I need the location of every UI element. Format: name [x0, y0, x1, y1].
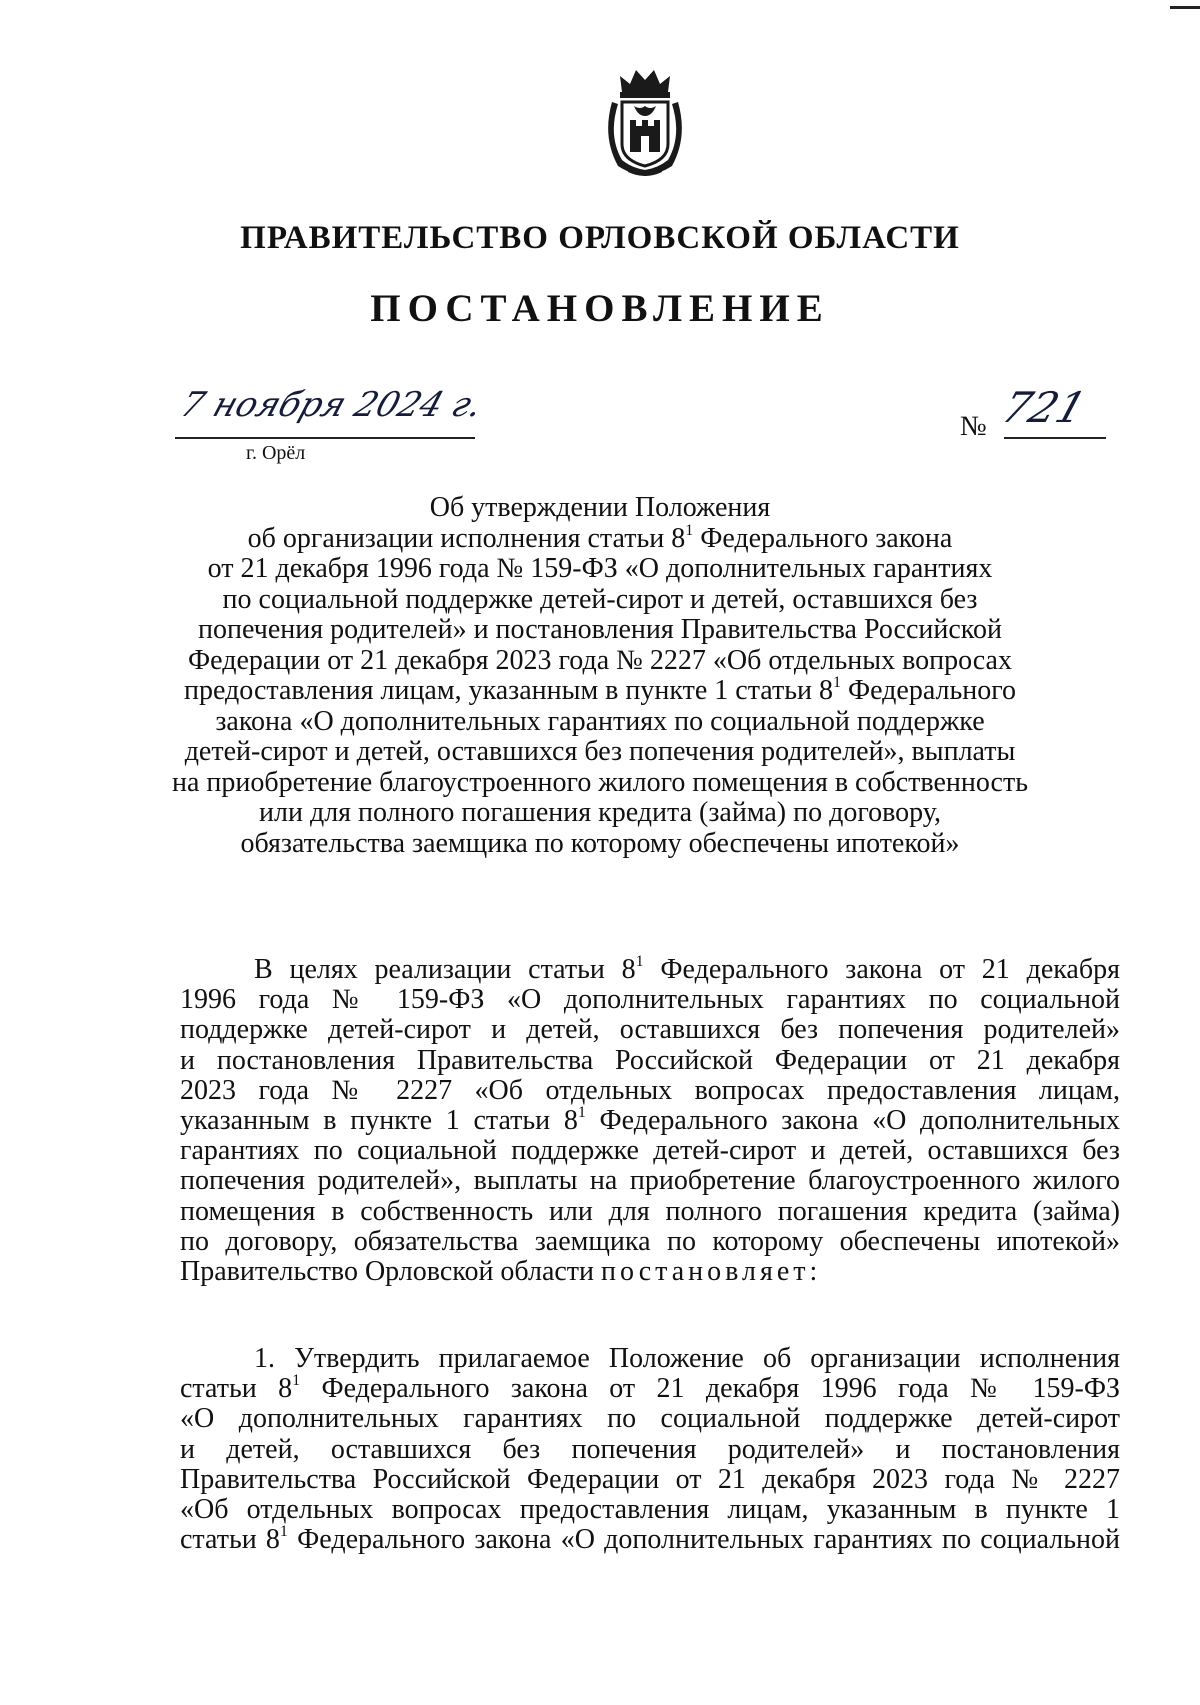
- resolves-word: постановляет:: [601, 1256, 822, 1288]
- number-underline: [1004, 437, 1106, 439]
- text-line: [180, 1404, 1120, 1434]
- handwritten-number: 721: [996, 383, 1093, 432]
- text-line: [180, 1495, 1120, 1525]
- text-line: [180, 1344, 1120, 1374]
- text-segment: помещения в собственность или для полного погашения кредита (займа): [180, 1195, 1120, 1227]
- text-line: [180, 1227, 1120, 1257]
- text-segment: Федерального закона от 21 декабря: [643, 954, 1120, 985]
- superscript: 1: [577, 1104, 586, 1122]
- text-line: [180, 1106, 1120, 1136]
- text-line: [150, 521, 1050, 555]
- text-segment: Федерального закона от 21 декабря 1996 года № 159-ФЗ: [300, 1373, 1120, 1405]
- text-segment: гарантиях по социальной поддержке детей-сирот и детей, оставшихся без: [180, 1135, 1120, 1167]
- number-sign: №: [960, 411, 987, 442]
- text-line: [150, 646, 1050, 677]
- text-segment: Правительство Орловской области: [180, 1256, 602, 1288]
- text-line: [180, 1136, 1120, 1166]
- text-segment: Федерального закона «О дополнительных: [585, 1105, 1120, 1137]
- text-segment: и детей, оставшихся без попечения родителей» и постановления: [180, 1433, 1120, 1465]
- text-segment: Федерального закона «О дополнительных гарантиях по социальной: [287, 1524, 1120, 1556]
- text-segment: детей-сирот и детей, оставшихся без попечения родителей», выплаты: [184, 736, 1016, 767]
- text-segment: или для полного погашения кредита (займа) по договору,: [259, 797, 941, 828]
- superscript: 1: [685, 521, 694, 539]
- text-line: [180, 1197, 1120, 1227]
- text-line: [150, 493, 1050, 524]
- government-name: ПРАВИТЕЛЬСТВО ОРЛОВСКОЙ ОБЛАСТИ: [240, 220, 960, 256]
- text-segment: «О дополнительных гарантиях по социальной поддержке детей-сирот: [180, 1403, 1120, 1435]
- coat-of-arms-icon: [600, 62, 690, 180]
- superscript: 1: [635, 953, 644, 970]
- text-segment: обязательства заемщика по которому обеспечены ипотекой»: [240, 827, 960, 859]
- handwritten-date: 7 ноября 2024 г.: [175, 385, 488, 425]
- text-segment: Об утверждении Положения: [429, 492, 771, 523]
- preamble-paragraph: [180, 955, 1120, 1287]
- text-segment: Федерации от 21 декабря 2023 года № 2227 «Об отдельных вопросах: [188, 644, 1012, 676]
- text-line: [180, 1257, 1120, 1287]
- text-line: [180, 1374, 1120, 1404]
- text-segment: предоставления лицам, указанным в пункте 1 статьи 8: [183, 675, 833, 706]
- text-segment: 1996 года № 159-ФЗ «О дополнительных гарантиях по социальной: [180, 984, 1120, 1016]
- text-segment: попечения родителей» и постановления Правительства Российской: [198, 614, 1002, 645]
- text-segment: по социальной поддержке детей-сирот и детей, оставшихся без: [222, 583, 978, 615]
- text-segment: на приобретение благоустроенного жилого помещения в собственность: [172, 766, 1028, 798]
- text-segment: закона «О дополнительных гарантиях по социальной поддержке: [215, 705, 985, 737]
- text-line: [180, 1525, 1120, 1555]
- text-line: [150, 829, 1050, 860]
- page-corner-mark: [1170, 6, 1200, 9]
- text-line: [150, 768, 1050, 799]
- text-segment: от 21 декабря 1996 года № 159-ФЗ «О дополнительных гарантиях: [207, 553, 993, 584]
- text-segment: Федерального: [840, 675, 1017, 706]
- text-segment: указанным в пункте 1 статьи 8: [180, 1105, 578, 1137]
- text-segment: Федерального закона: [693, 522, 953, 554]
- superscript: 1: [292, 1372, 301, 1390]
- document-type: ПОСТАНОВЛЕНИЕ: [370, 287, 830, 330]
- text-segment: Правительства Российской Федерации от 21 декабря 2023 года № 2227: [180, 1463, 1120, 1495]
- text-line: [150, 554, 1050, 585]
- city: г. Орёл: [246, 442, 306, 464]
- text-segment: статьи 8: [180, 1524, 280, 1556]
- text-line: [150, 798, 1050, 829]
- text-line: [180, 985, 1120, 1015]
- superscript: 1: [279, 1523, 288, 1541]
- date-underline: [175, 437, 475, 439]
- text-line: [180, 1046, 1120, 1076]
- text-line: [180, 1166, 1120, 1196]
- text-line: [150, 707, 1050, 738]
- text-line: [180, 1076, 1120, 1106]
- text-segment: об организации исполнения статьи 8: [247, 522, 686, 554]
- text-segment: по договору, обязательства заемщика по которому обеспечены ипотекой»: [180, 1225, 1120, 1257]
- text-line: [180, 1465, 1120, 1495]
- text-segment: поддержке детей-сирот и детей, оставшихся без попечения родителей»: [180, 1014, 1120, 1046]
- item-1-paragraph: [180, 1344, 1120, 1555]
- document-title: [150, 493, 1050, 859]
- text-line: [150, 737, 1050, 768]
- text-segment: «Об отдельных вопросах предоставления лицам, указанным в пункте 1: [180, 1494, 1120, 1526]
- text-segment: В целях реализации статьи 8: [254, 954, 636, 985]
- text-segment: 2023 года № 2227 «Об отдельных вопросах предоставления лицам,: [180, 1074, 1120, 1106]
- text-line: [150, 585, 1050, 616]
- text-line: [150, 615, 1050, 646]
- text-segment: и постановления Правительства Российской Федерации от 21 декабря: [180, 1044, 1120, 1076]
- text-line: [150, 676, 1050, 707]
- superscript: 1: [832, 674, 841, 691]
- text-line: [180, 1015, 1120, 1045]
- text-line: [180, 955, 1120, 985]
- text-line: [180, 1435, 1120, 1465]
- text-segment: статьи 8: [180, 1373, 293, 1405]
- text-segment: попечения родителей», выплаты на приобретение благоустроенного жилого: [180, 1165, 1120, 1197]
- text-segment: 1. Утвердить прилагаемое Положение об организации исполнения: [254, 1343, 1120, 1374]
